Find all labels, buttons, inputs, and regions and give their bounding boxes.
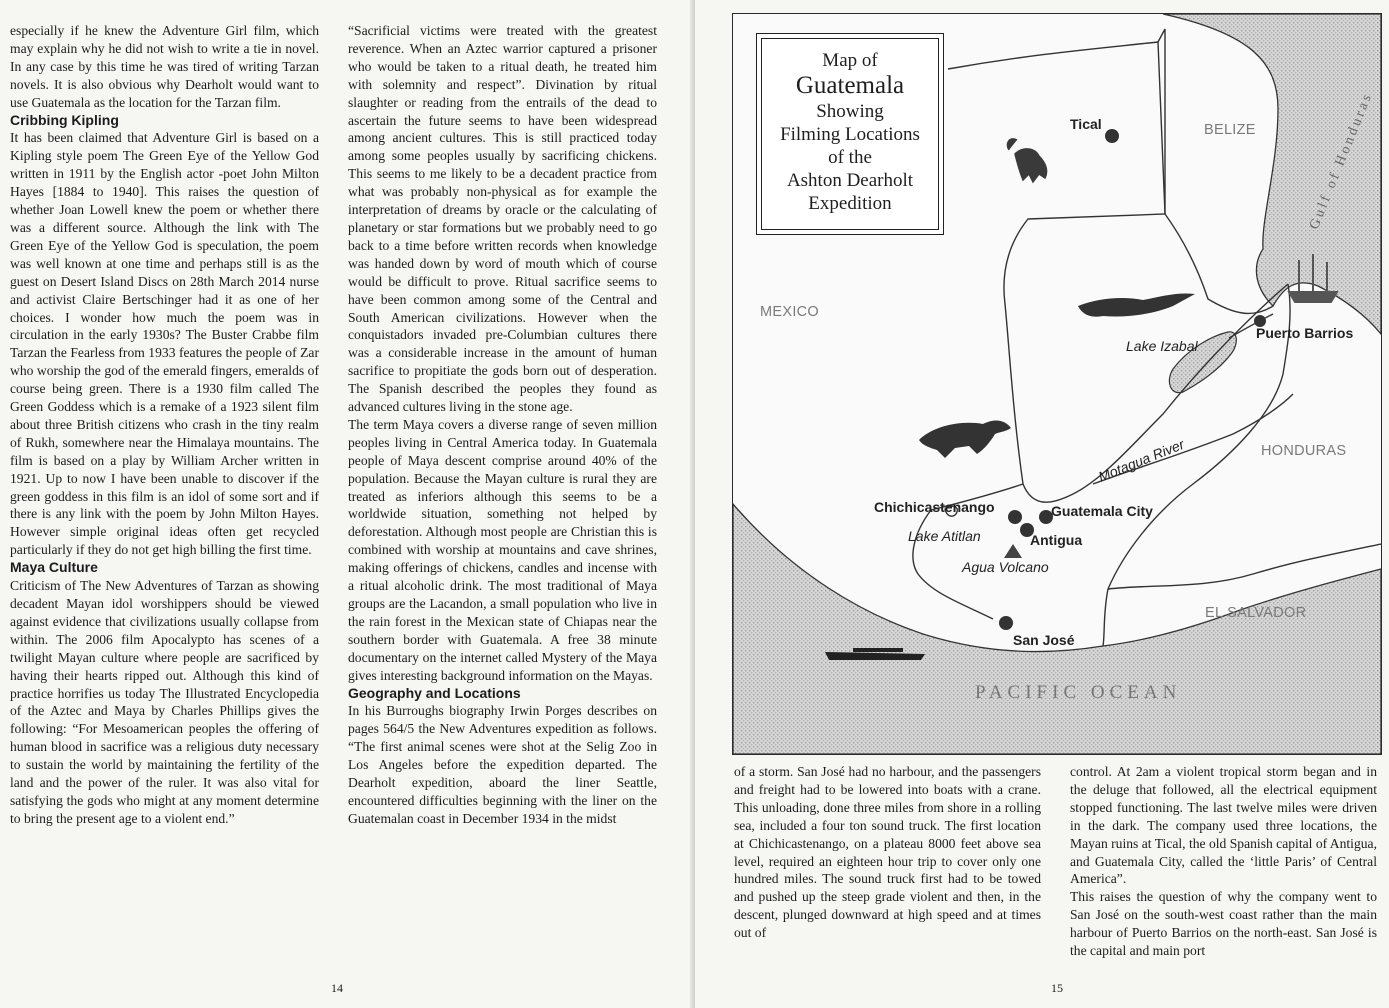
label-belize: BELIZE	[1204, 122, 1256, 138]
label-agua-volcano: Agua Volcano	[962, 559, 1049, 575]
right-page-column-2	[1070, 763, 1377, 960]
label-motagua-river: Motagua River	[1096, 435, 1187, 485]
left-page-column-1	[10, 22, 319, 828]
jaguar-silhouette	[919, 421, 1011, 458]
tical-dot	[1105, 129, 1119, 143]
paragraph: In his Burroughs biography Irwin Porges describes on pages 564/5 the New Adventures expedition as follows. “The first animal scenes were shot at the Selig Zoo in Los Angeles before the expedition departed. The Dearholt expedition, aboard the liner Seattle, encountered difficulties beginning with the liner on the Guatemalan coast in December 1934 in the midst	[348, 703, 657, 826]
agua-volcano-marker	[1004, 544, 1022, 558]
label-tical: Tical	[1070, 116, 1102, 132]
map-title-line-7: Expedition	[808, 193, 892, 214]
label-honduras: HONDURAS	[1261, 443, 1347, 459]
label-mexico: MEXICO	[760, 304, 819, 320]
label-puerto-barrios: Puerto Barrios	[1256, 325, 1354, 341]
section-heading: Cribbing Kipling	[10, 111, 119, 128]
label-san-jose: San José	[1013, 632, 1075, 648]
crocodile-silhouette	[1078, 293, 1195, 316]
map-title-line-4: Filming Locations	[780, 124, 920, 145]
left-page-column-2	[348, 22, 657, 828]
chichicastenango-dot	[1008, 510, 1022, 524]
map-title-line-1: Map of	[822, 50, 878, 71]
map-title-line-6: Ashton Dearholt	[786, 170, 914, 191]
paragraph: of a storm. San José had no harbour, and the passengers and freight had to be lowered into boats with a crane. This unloading, done three miles from shore in a rolling sea, included a four ton sound truck. The first location at Chichicastenango, on a plateau 8000 feet above sea level, required an eighteen hour trip to cover only one hundred miles. The sound truck first had to be towed and pushed up the steep grade violent and then, in the descent, plunged downward at high speed and at times out of	[734, 764, 1041, 941]
label-pacific-ocean: PACIFIC OCEAN	[975, 682, 1182, 703]
paragraph: This raises the question of why the company went to San José on the south-west coast rather than the main harbour of Puerto Barrios on the north-east. San José is the capital and main port	[1070, 889, 1377, 959]
page-number-left: 14	[331, 981, 343, 995]
map-title-line-2: Guatemala	[795, 72, 905, 99]
paragraph: “Sacrificial victims were treated with the greatest reverence. When an Aztec warrior captured a prisoner who would be taken to a ritual death, he treated him with solemnity and respect”. Divination by ritual slaughter or reading from the entrails of the dead to ascertain the future seems to have been widespread among ancient cultures. This is still practiced today among some peoples usually by sacrificing chickens. This seems to me likely to be a decadent practice from what was probably non-physical as for example the interpretation of dreams by oracle or the calculating of planetary or star formations but we probably need to go back to a time before written records when knowledge was handed down by word of mouth which of course would be difficult to prove. Ritual sacrifice seems to have been common among some of the Central and South American civilizations. However when the conquistadors invaded pre-Columbian cultures there was a considerable increase in the amount of human sacrifice to propitiate the gods born out of desperation. The Spanish described the peoples they found as advanced cultures living in the stone age.	[348, 23, 657, 415]
page-number-right: 15	[1051, 981, 1063, 995]
guatemala-map	[732, 13, 1382, 755]
label-el-salvador: EL SALVADOR	[1205, 605, 1307, 621]
label-antigua: Antigua	[1030, 532, 1083, 548]
paragraph: control. At 2am a violent tropical storm began and in the deluge that followed, all the electrical equipment stopped functioning. The last twelve miles were driven in the dark. The company used three locations, the Mayan ruins at Tical, the old Spanish capital of Antigua, and Guatemala City, called the ‘little Paris’ of Central America”.	[1070, 764, 1377, 887]
label-guatemala-city: Guatemala City	[1051, 503, 1153, 519]
label-lake-izabal: Lake Izabal	[1126, 338, 1198, 354]
paragraph: Criticism of The New Adventures of Tarzan as showing decadent Mayan idol worshippers should be viewed against evidence that civilizations usually collapse from within. The 2006 film Apocalypto has scenes of a twilight Mayan culture where people are sacrificed by having their hearts ripped out. Although this kind of practice horrifies us today The Illustrated Encyclopedia of the Aztec and Maya by Charles Phillips gives the following: “For Mesoamerican peoples the offering of human blood in sacrifice was a religious duty necessary to sustain the world by maintaining the fertility of the land and the power of the ruler. It was also vital for satisfying the gods who might at any moment determine to bring the present age to a violent end.”	[10, 578, 319, 826]
section-heading: Geography and Locations	[348, 684, 521, 701]
san-jose-dot	[999, 616, 1013, 630]
label-lake-atitlan: Lake Atitlan	[908, 528, 981, 544]
left-page	[0, 0, 694, 1008]
label-chichicastenango: Chichicastenango	[874, 499, 995, 515]
gulf-of-honduras-area	[1163, 14, 1381, 334]
monkey-silhouette	[1007, 139, 1046, 182]
right-page-column-1	[734, 763, 1041, 942]
label-gulf-of-honduras: Gulf of Honduras	[1307, 89, 1376, 232]
paragraph: It has been claimed that Adventure Girl is based on a Kipling style poem The Green Eye of the Yellow God written in 1911 by the English actor -poet John Milton Hayes [1884 to 1940]. This raises the question of whether Joan Lowell knew the poem or whether there was a different source. Although the link with The Green Eye of the Yellow God is speculation, the poem was well known at one time and perhaps still is as the guest on Desert Island Discs on 28th March 2014 nurse and activist Claire Bertschinger had it as one of her choices. I wonder how much the poem was in circulation in the early 1930s? The Buster Crabbe film Tarzan the Fearless from 1933 features the people of Zar who worship the god of the emerald fingers, emeralds of course being green. There is a 1930 film called The Green Goddess which is a remake of a 1923 silent film about three British citizens who crash in the tiny realm of Rukh, somewhere near the Himalaya mountains. The film is based on a play by William Archer written in 1921. Up to now I have been unable to discover if the green goddess in this film is an idol of some sort and if there is any link with the poem by John Milton Hayes. However simple original ideas often get recycled particularly if they do not get high billing the first time.	[10, 130, 319, 558]
paragraph: especially if he knew the Adventure Girl film, which may explain why he did not wish to write a tie in novel. In any case by this time he was tired of writing Tarzan novels. It is also obvious why Dearholt would want to use Guatemala as the location for the Tarzan film.	[10, 23, 319, 110]
map-title-line-3: Showing	[816, 101, 884, 122]
section-heading: Maya Culture	[10, 559, 98, 576]
paragraph: The term Maya covers a diverse range of seven million peoples living in Central America today. In Guatemala people of Maya descent comprise around 40% of the population. Because the Mayan culture is rural they are treated as inferiors although this seems to be a worldwide situation, something not helped by deforestation. Although most people are Christian this is combined with worship at mountains and cave shrines, making offerings of chickens, candles and incense with a ritual alcoholic drink. The most traditional of Maya groups are the Lacandon, a small population who live in the rain forest in the Mexican state of Chiapas near the southern border with Guatemala. A free 38 minute documentary on the internet called Mystery of the Maya gives interesting background information on the Mayas.	[348, 416, 657, 683]
belize-border	[1158, 29, 1273, 313]
map-title-line-5: of the	[828, 147, 872, 168]
map-title-box	[756, 33, 944, 235]
honduras-border	[1023, 284, 1288, 502]
